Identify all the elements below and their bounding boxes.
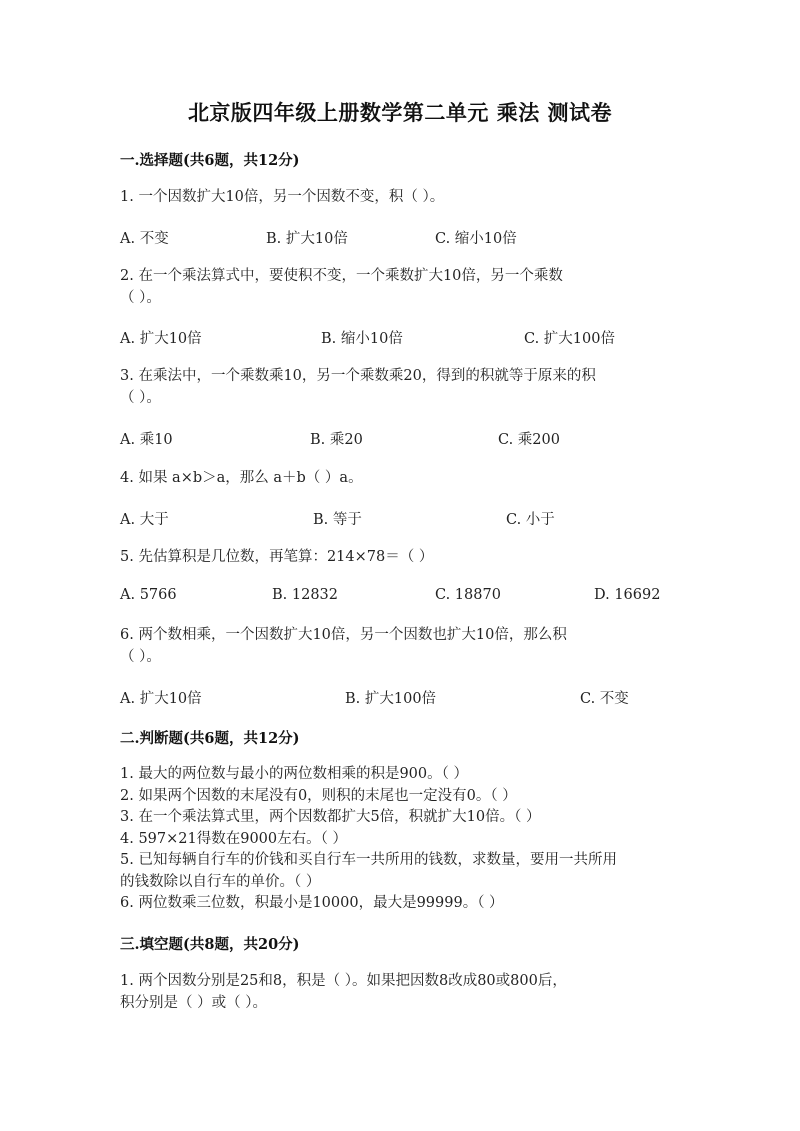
question-2-line-2: （ ）。 — [120, 290, 161, 306]
question-5-option-a: A. 5766 — [120, 587, 177, 603]
question-4-option-a: A. 大于 — [120, 512, 169, 528]
true-false-line-1: 1. 最大的两位数与最小的两位数相乘的积是900。（ ） — [120, 766, 468, 782]
question-3-option-c: C. 乘200 — [498, 432, 560, 448]
question-6-option-c: C. 不变 — [580, 691, 629, 707]
page-title: 北京版四年级上册数学第二单元 乘法 测试卷 — [187, 100, 613, 125]
question-2-option-a: A. 扩大10倍 — [120, 331, 202, 347]
question-4-line: 4. 如果 a×b＞a，那么 a＋b（ ）a。 — [120, 470, 363, 486]
question-5-option-d: D. 16692 — [594, 587, 661, 603]
question-5-option-b: B. 12832 — [272, 587, 339, 603]
true-false-line-2: 2. 如果两个因数的末尾没有0，则积的末尾也一定没有0。（ ） — [120, 787, 517, 804]
question-2-line-1: 2. 在一个乘法算式中，要使积不变，一个乘数扩大10倍，另一个乘数 — [120, 268, 563, 284]
question-6-option-a: A. 扩大10倍 — [120, 691, 202, 707]
true-false-line-4: 4. 597×21得数在9000左右。（ ） — [120, 830, 347, 847]
section-heading-true-false: 二.判断题(共6题，共12分) — [120, 730, 300, 747]
question-3-line-1: 3. 在乘法中，一个乘数乘10，另一个乘数乘20，得到的积就等于原来的积 — [120, 368, 596, 384]
true-false-line-3: 3. 在一个乘法算式里，两个因数都扩大5倍，积就扩大10倍。（ ） — [120, 809, 541, 825]
question-1-option-c: C. 缩小10倍 — [435, 231, 517, 247]
question-2-option-b: B. 缩小10倍 — [321, 331, 403, 347]
question-1-option-b: B. 扩大10倍 — [266, 231, 348, 247]
fill-blank-line-2: 积分别是（ ）或（ ）。 — [120, 995, 267, 1011]
fill-blank-line-1: 1. 两个因数分别是25和8，积是（ ）。如果把因数8改成80或800后， — [120, 973, 567, 989]
question-1-line: 1. 一个因数扩大10倍，另一个因数不变，积（ ）。 — [120, 189, 445, 205]
true-false-line-5: 5. 已知每辆自行车的价钱和买自行车一共所用的钱数，求数量，要用一共所用 — [120, 852, 617, 868]
true-false-line-6: 的钱数除以自行车的单价。（ ） — [120, 873, 321, 890]
question-6-option-b: B. 扩大100倍 — [345, 691, 437, 707]
question-5-line: 5. 先估算积是几位数，再笔算：214×78＝（ ） — [120, 549, 434, 565]
question-1-option-a: A. 不变 — [120, 231, 169, 247]
question-6-line-2: （ ）。 — [120, 649, 161, 665]
question-4-option-c: C. 小于 — [506, 512, 555, 528]
question-6-line-1: 6. 两个数相乘，一个因数扩大10倍，另一个因数也扩大10倍，那么积 — [120, 627, 567, 643]
section-heading-fill-blank: 三.填空题(共8题，共20分) — [120, 936, 300, 953]
question-2-option-c: C. 扩大100倍 — [524, 331, 615, 347]
section-heading-choice: 一.选择题(共6题，共12分) — [120, 152, 300, 169]
question-3-line-2: （ ）。 — [120, 390, 161, 406]
question-5-option-c: C. 18870 — [435, 587, 501, 603]
true-false-line-7: 6. 两位数乘三位数，积最小是10000，最大是99999。（ ） — [120, 895, 504, 911]
question-4-option-b: B. 等于 — [313, 512, 362, 528]
question-3-option-a: A. 乘10 — [120, 432, 173, 448]
question-3-option-b: B. 乘20 — [310, 432, 363, 448]
